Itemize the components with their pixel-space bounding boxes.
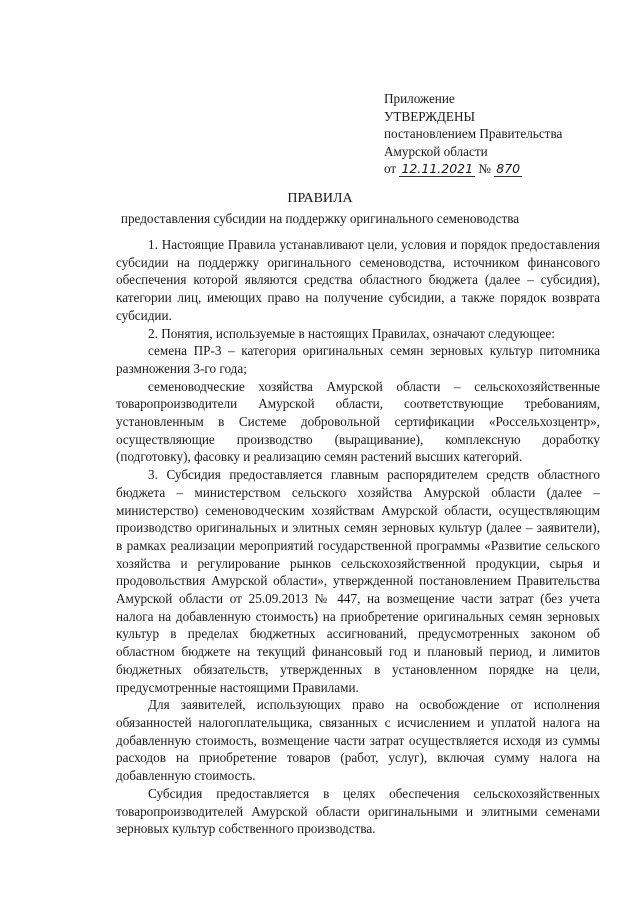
- paragraph-2-definition-pr3: семена ПР-3 – категория оригинальных семян зерновых культур питомника размножения 3-го года;: [116, 343, 600, 376]
- approval-line-resolution: постановлением Правительства: [384, 126, 563, 141]
- paragraph-2: 2. Понятия, используемые в настоящих Правилах, означают следующее:: [148, 325, 555, 341]
- paragraph-1: 1. Настоящие Правила устанавливают цели, условия и порядок предоставления субсидии на поддержку оригинального семеноводства, источником финансового обеспечения которой являются средства областного бюджета (далее – субсидия), категории лиц, имеющих право на получение субсидии, а также порядок возврата субсидии.: [116, 237, 600, 323]
- paragraph-2-definition-farms: семеноводческие хозяйства Амурской области – сельскохозяйственные товаропроизводители Амурской области, соответствующие требованиям, установленным в Системе добровольной сертификации «Россельхозцентр», осуществляющие производство (выращивание), комплексную доработку (подготовку), фасовку и реализацию семян растений высших категорий.: [116, 378, 600, 465]
- approval-line-appendix: Приложение: [384, 91, 455, 106]
- handwritten-date: 12.11.2021: [401, 161, 474, 176]
- approval-date-line: [384, 160, 624, 178]
- handwritten-number: 870: [496, 161, 521, 176]
- paragraph-vat: Для заявителей, использующих право на освобождение от исполнения обязанностей налогоплательщика, связанных с исчислением и уплатой налога на добавленную стоимость, возмещение части затрат осуществляется исходя из суммы расходов на приобретение товаров (работ, услуг), включая сумму налога на добавленную стоимость.: [116, 697, 600, 784]
- paragraph-purpose: Субсидия предоставляется в целях обеспечения сельскохозяйственных товаропроизводителей Амурской области оригинальными и элитными семенами зерновых культур собственного производства.: [116, 785, 600, 837]
- number-prefix: №: [478, 161, 491, 176]
- date-prefix: от: [384, 161, 397, 176]
- document-body: [116, 236, 600, 838]
- approval-line-region: Амурской области: [384, 143, 488, 159]
- document-subtitle: предоставления субсидии на поддержку оригинального семеноводства: [120, 211, 520, 226]
- approval-block: [384, 90, 624, 178]
- paragraph-3: 3. Субсидия предоставляется главным распорядителем средств областного бюджета – министерством сельского хозяйства Амурской области (далее – министерство) семеноводческим хозяйствам Амурской области, осуществляющим производство оригинальных и элитных семян зерновых культур (далее – заявители), в рамках реализации мероприятий государственной программы «Развитие сельского хозяйства и регулирование рынков сельскохозяйственной продукции, сырья и продовольствия Амурской области», утвержденной постановлением Правительства Амурской области от 25.09.2013 № 447, на возмещение части затрат (без учета налога на добавленную стоимость) на приобретение оригинальных семян зерновых культур в пределах бюджетных ассигнований, предусмотренных законом об областном бюджете на текущий финансовый год и плановый период, и лимитов бюджетных обязательств, утвержденных в установленном порядке на цели, предусмотренные настоящими Правилами.: [116, 467, 600, 695]
- document-title: ПРАВИЛА: [287, 191, 353, 206]
- approval-line-approved: УТВЕРЖДЕНЫ: [384, 108, 476, 124]
